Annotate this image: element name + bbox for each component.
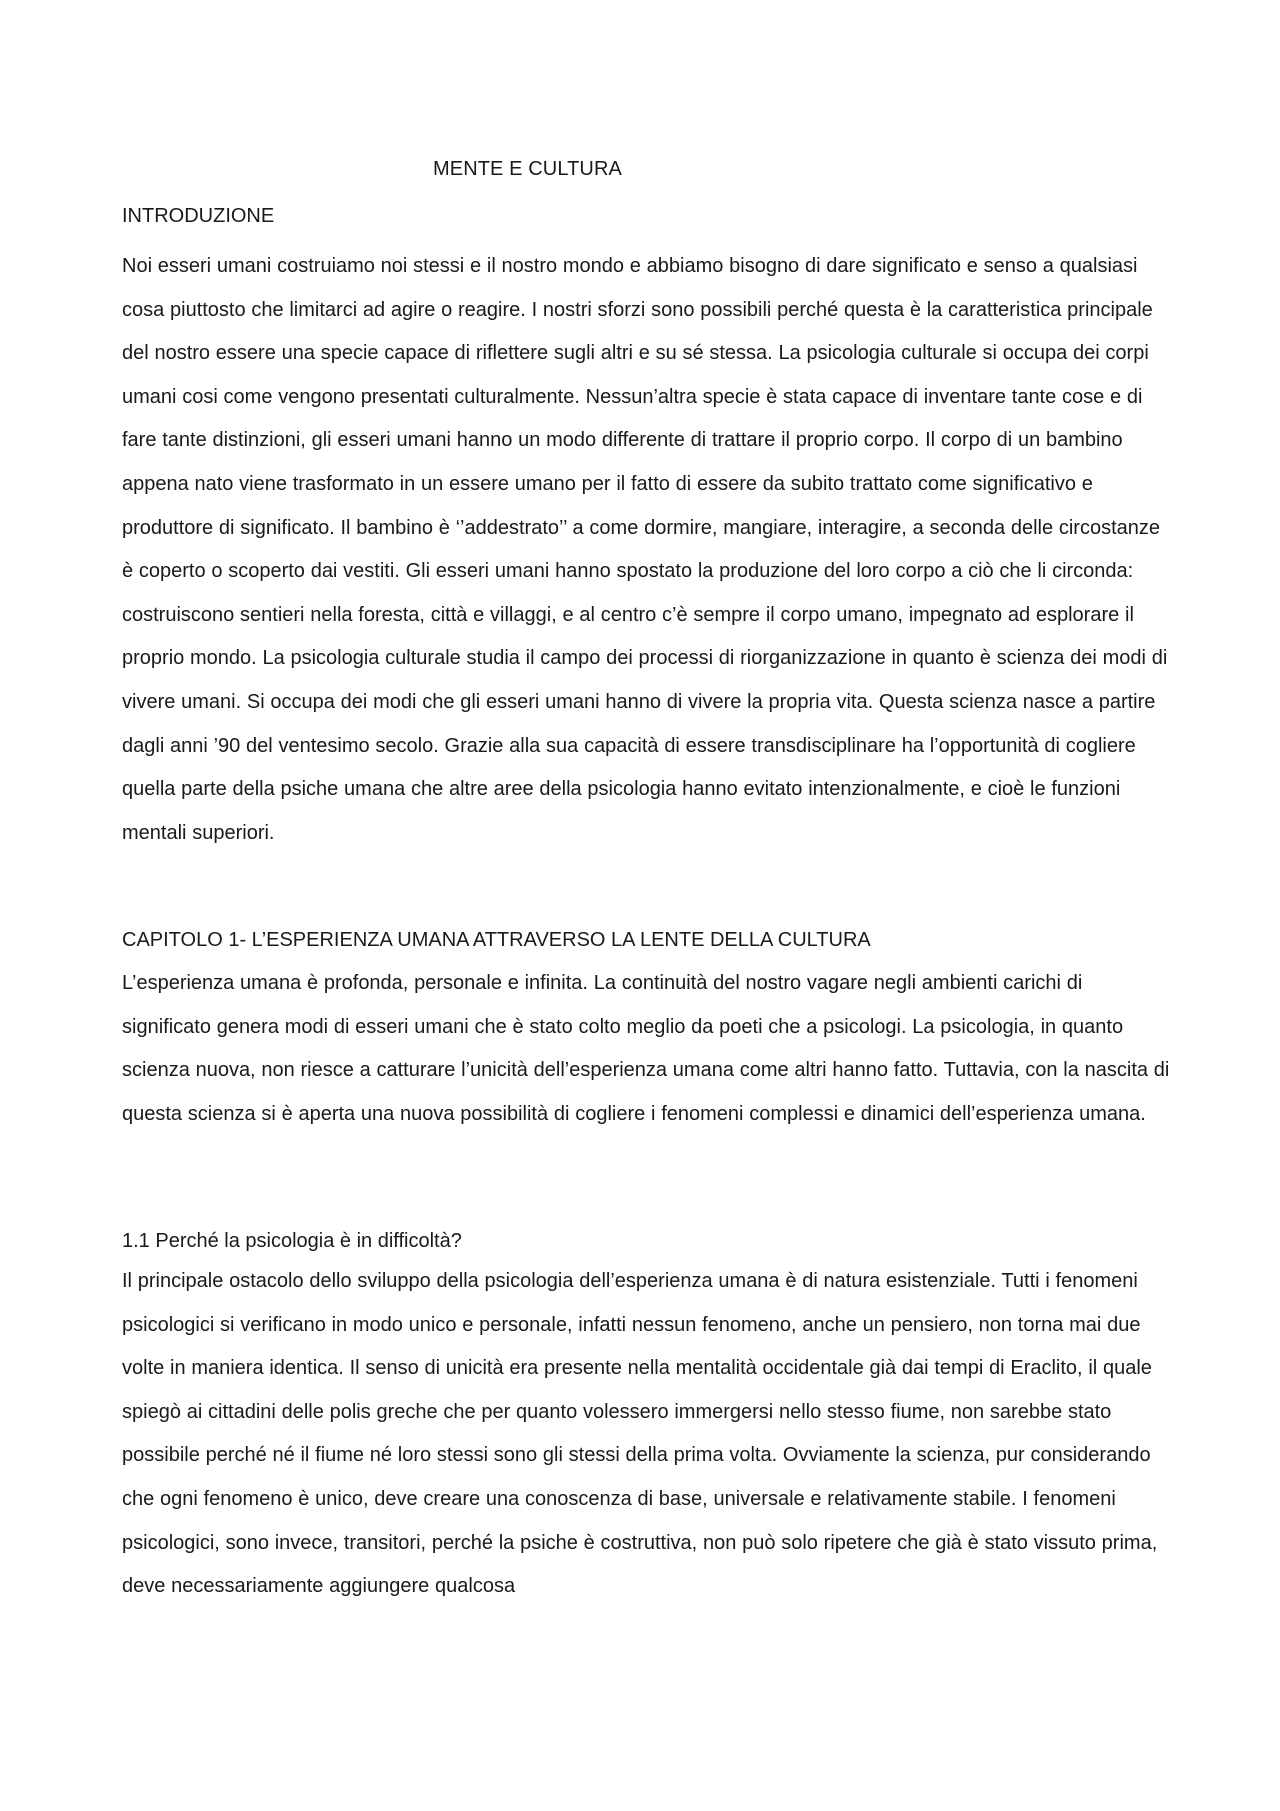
intro-paragraph: Noi esseri umani costruiamo noi stessi e il nostro mondo e abbiamo bisogno di dare significato e senso a qualsiasi cosa piuttosto che limitarci ad agire o reagire. I nostri sforzi sono possibili perché questa è la caratteristica principale del nostro essere una specie capace di riflettere sugli altri e su sé stessa. La psicologia culturale si occupa dei corpi umani cosi come vengono presentati culturalmente. Nessun’altra specie è stata capace di inventare tante cose e di fare tante distinzioni, gli esseri umani hanno un modo differente di trattare il proprio corpo. Il corpo di un bambino appena nato viene trasformato in un essere umano per il fatto di essere da subito trattato come significativo e produttore di significato. Il bambino è ‘’addestrato’’ a come dormire, mangiare, interagire, a seconda delle circostanze è coperto o scoperto dai vestiti. Gli esseri umani hanno spostato la produzione del loro corpo a ciò che li circonda: costruiscono sentieri nella foresta, città e villaggi, e al centro c’è sempre il corpo umano, impegnato ad esplorare il proprio mondo. La psicologia culturale studia il campo dei processi di riorganizzazione in quanto è scienza dei modi di vivere umani. Si occupa dei modi che gli esseri umani hanno di vivere la propria vita. Questa scienza nasce a partire dagli anni ’90 del ventesimo secolo. Grazie alla sua capacità di essere transdisciplinare ha l’opportunità di cogliere quella parte della psiche umana che altre aree della psicologia hanno evitato intenzionalmente, e cioè le funzioni mentali superiori. [122,255,1168,844]
section-paragraph: Il principale ostacolo dello sviluppo della psicologia dell’esperienza umana è di natura esistenziale. Tutti i fenomeni psicologici si verificano in modo unico e personale, infatti nessun fenomeno, anche un pensiero, non torna mai due volte in maniera identica. Il senso di unicità era presente nella mentalità occidentale già dai tempi di Eraclito, il quale spiegò ai cittadini delle polis greche che per quanto volessero immergersi nello stesso fiume, non sarebbe stato possibile perché né il fiume né loro stessi sono gli stessi della prima volta. Ovviamente la scienza, pur considerando che ogni fenomeno è unico, deve creare una conoscenza di base, universale e relativamente stabile. I fenomeni psicologici, sono invece, transitori, perché la psiche è costruttiva, non può solo ripetere che già è stato vissuto prima, deve necessariamente aggiungere qualcosa [122,1270,1158,1598]
chapter-paragraph: L’esperienza umana è profonda, personale e infinita. La continuità del nostro vagare negli ambienti carichi di significato genera modi di esseri umani che è stato colto meglio da poeti che a psicologi. La psicologia, in quanto scienza nuova, non riesce a catturare l’unicità dell’esperienza umana come altri hanno fatto. Tuttavia, con la nascita di questa scienza si è aperta una nuova possibilità di cogliere i fenomeni complessi e dinamici dell’esperienza umana. [122,972,1170,1125]
section-heading: 1.1 Perché la psicologia è in difficoltà? [122,1230,462,1252]
document-title: MENTE E CULTURA [433,158,622,180]
intro-heading: INTRODUZIONE [122,205,275,227]
chapter-heading: CAPITOLO 1- L’ESPERIENZA UMANA ATTRAVERSO LA LENTE DELLA CULTURA [122,929,871,951]
